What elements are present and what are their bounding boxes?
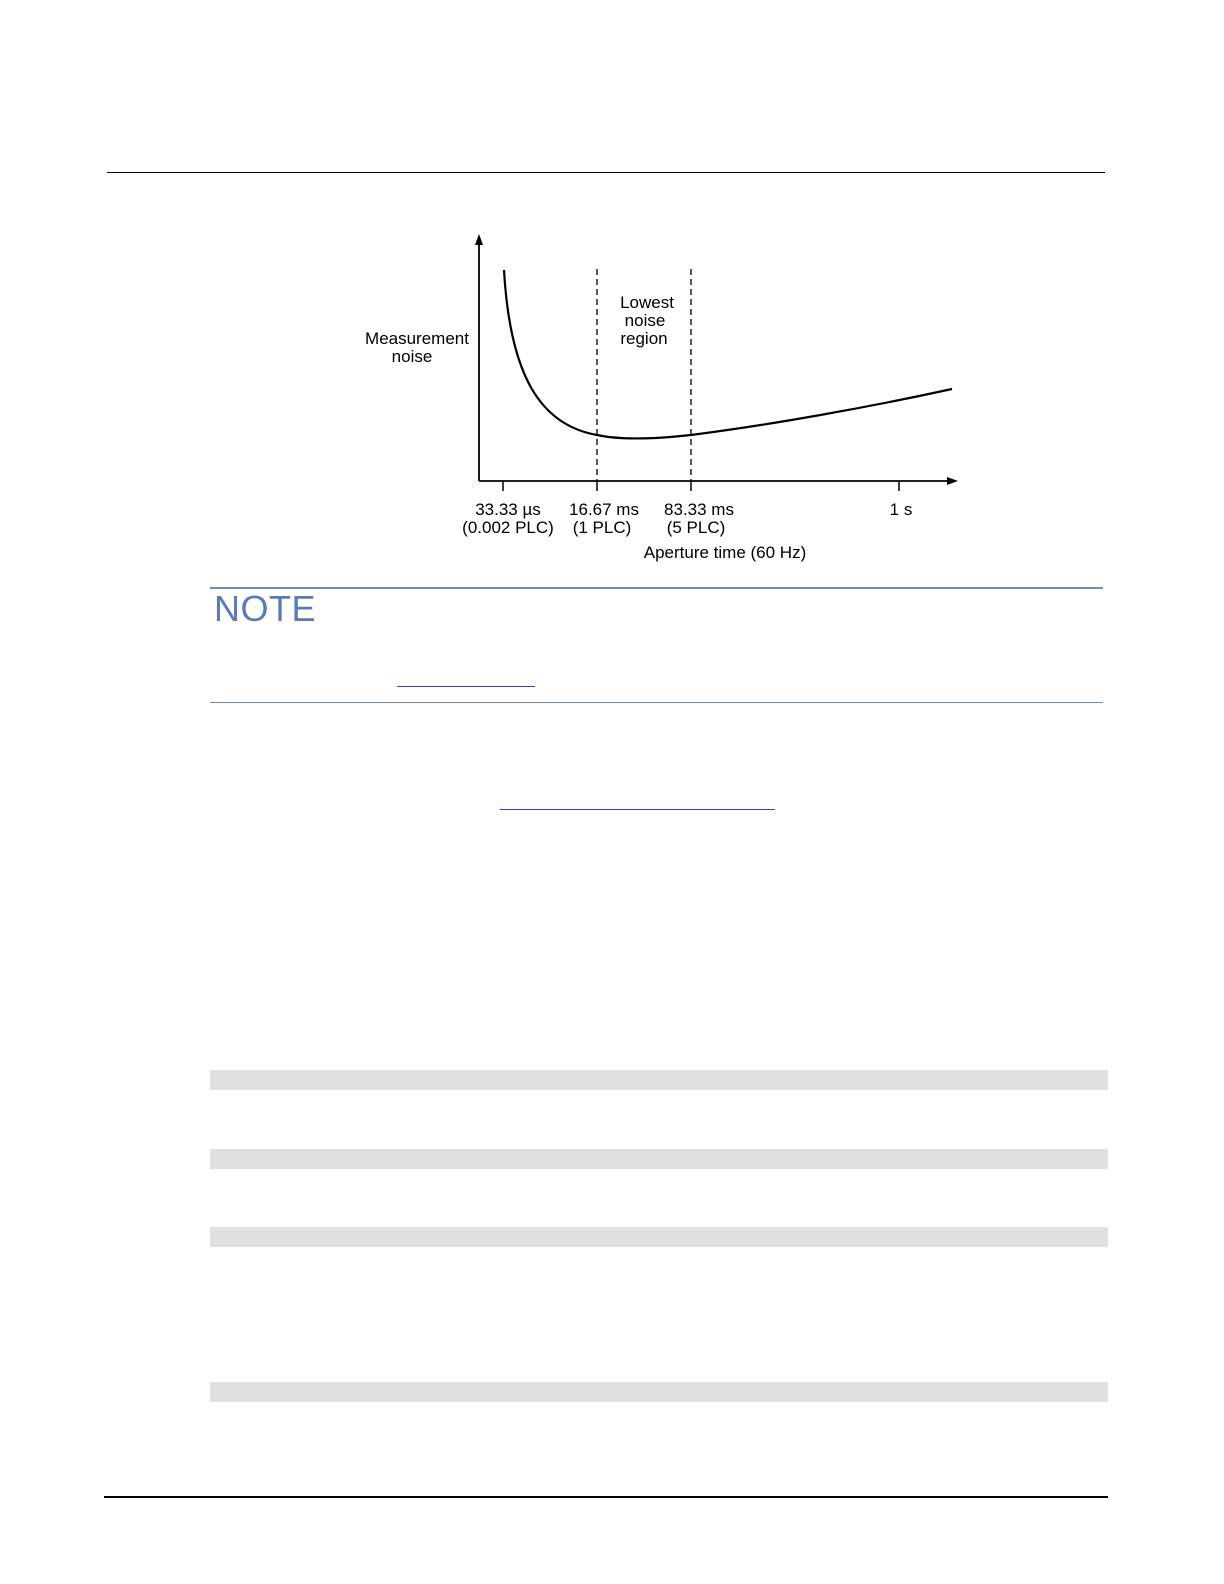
header-rule — [107, 172, 1105, 173]
footer-rule — [104, 1496, 1108, 1498]
body-link[interactable] — [500, 809, 775, 810]
code-block-background — [210, 1070, 1108, 1090]
y-axis-label-line2: noise — [391, 347, 433, 366]
note-link[interactable] — [397, 686, 535, 687]
tick-label: 1 s — [889, 500, 913, 519]
noise-curve — [504, 270, 952, 438]
code-block-background — [210, 1382, 1108, 1402]
region-label-line1: Lowest — [620, 293, 674, 312]
x-axis-title: Aperture time (60 Hz) — [643, 543, 807, 562]
code-block-background — [210, 1149, 1108, 1169]
region-label-line3: region — [620, 329, 668, 348]
y-axis-label-line1: Measurement — [365, 329, 469, 348]
tick-label: 83.33 ms — [664, 500, 734, 519]
tick-label: (0.002 PLC) — [462, 518, 554, 537]
tick-label: (5 PLC) — [666, 518, 726, 537]
note-title: NOTE — [214, 588, 317, 629]
y-axis-arrow — [475, 234, 483, 245]
x-axis-arrow — [947, 477, 958, 485]
noise-vs-aperture-figure — [350, 225, 970, 570]
tick-label: 16.67 ms — [569, 500, 639, 519]
code-block-background — [210, 1227, 1108, 1247]
note-top-rule — [210, 587, 1103, 589]
region-label-line2: noise — [624, 311, 666, 330]
tick-label: (1 PLC) — [572, 518, 632, 537]
note-bottom-rule — [210, 702, 1103, 703]
tick-label: 33.33 µs — [475, 500, 541, 519]
